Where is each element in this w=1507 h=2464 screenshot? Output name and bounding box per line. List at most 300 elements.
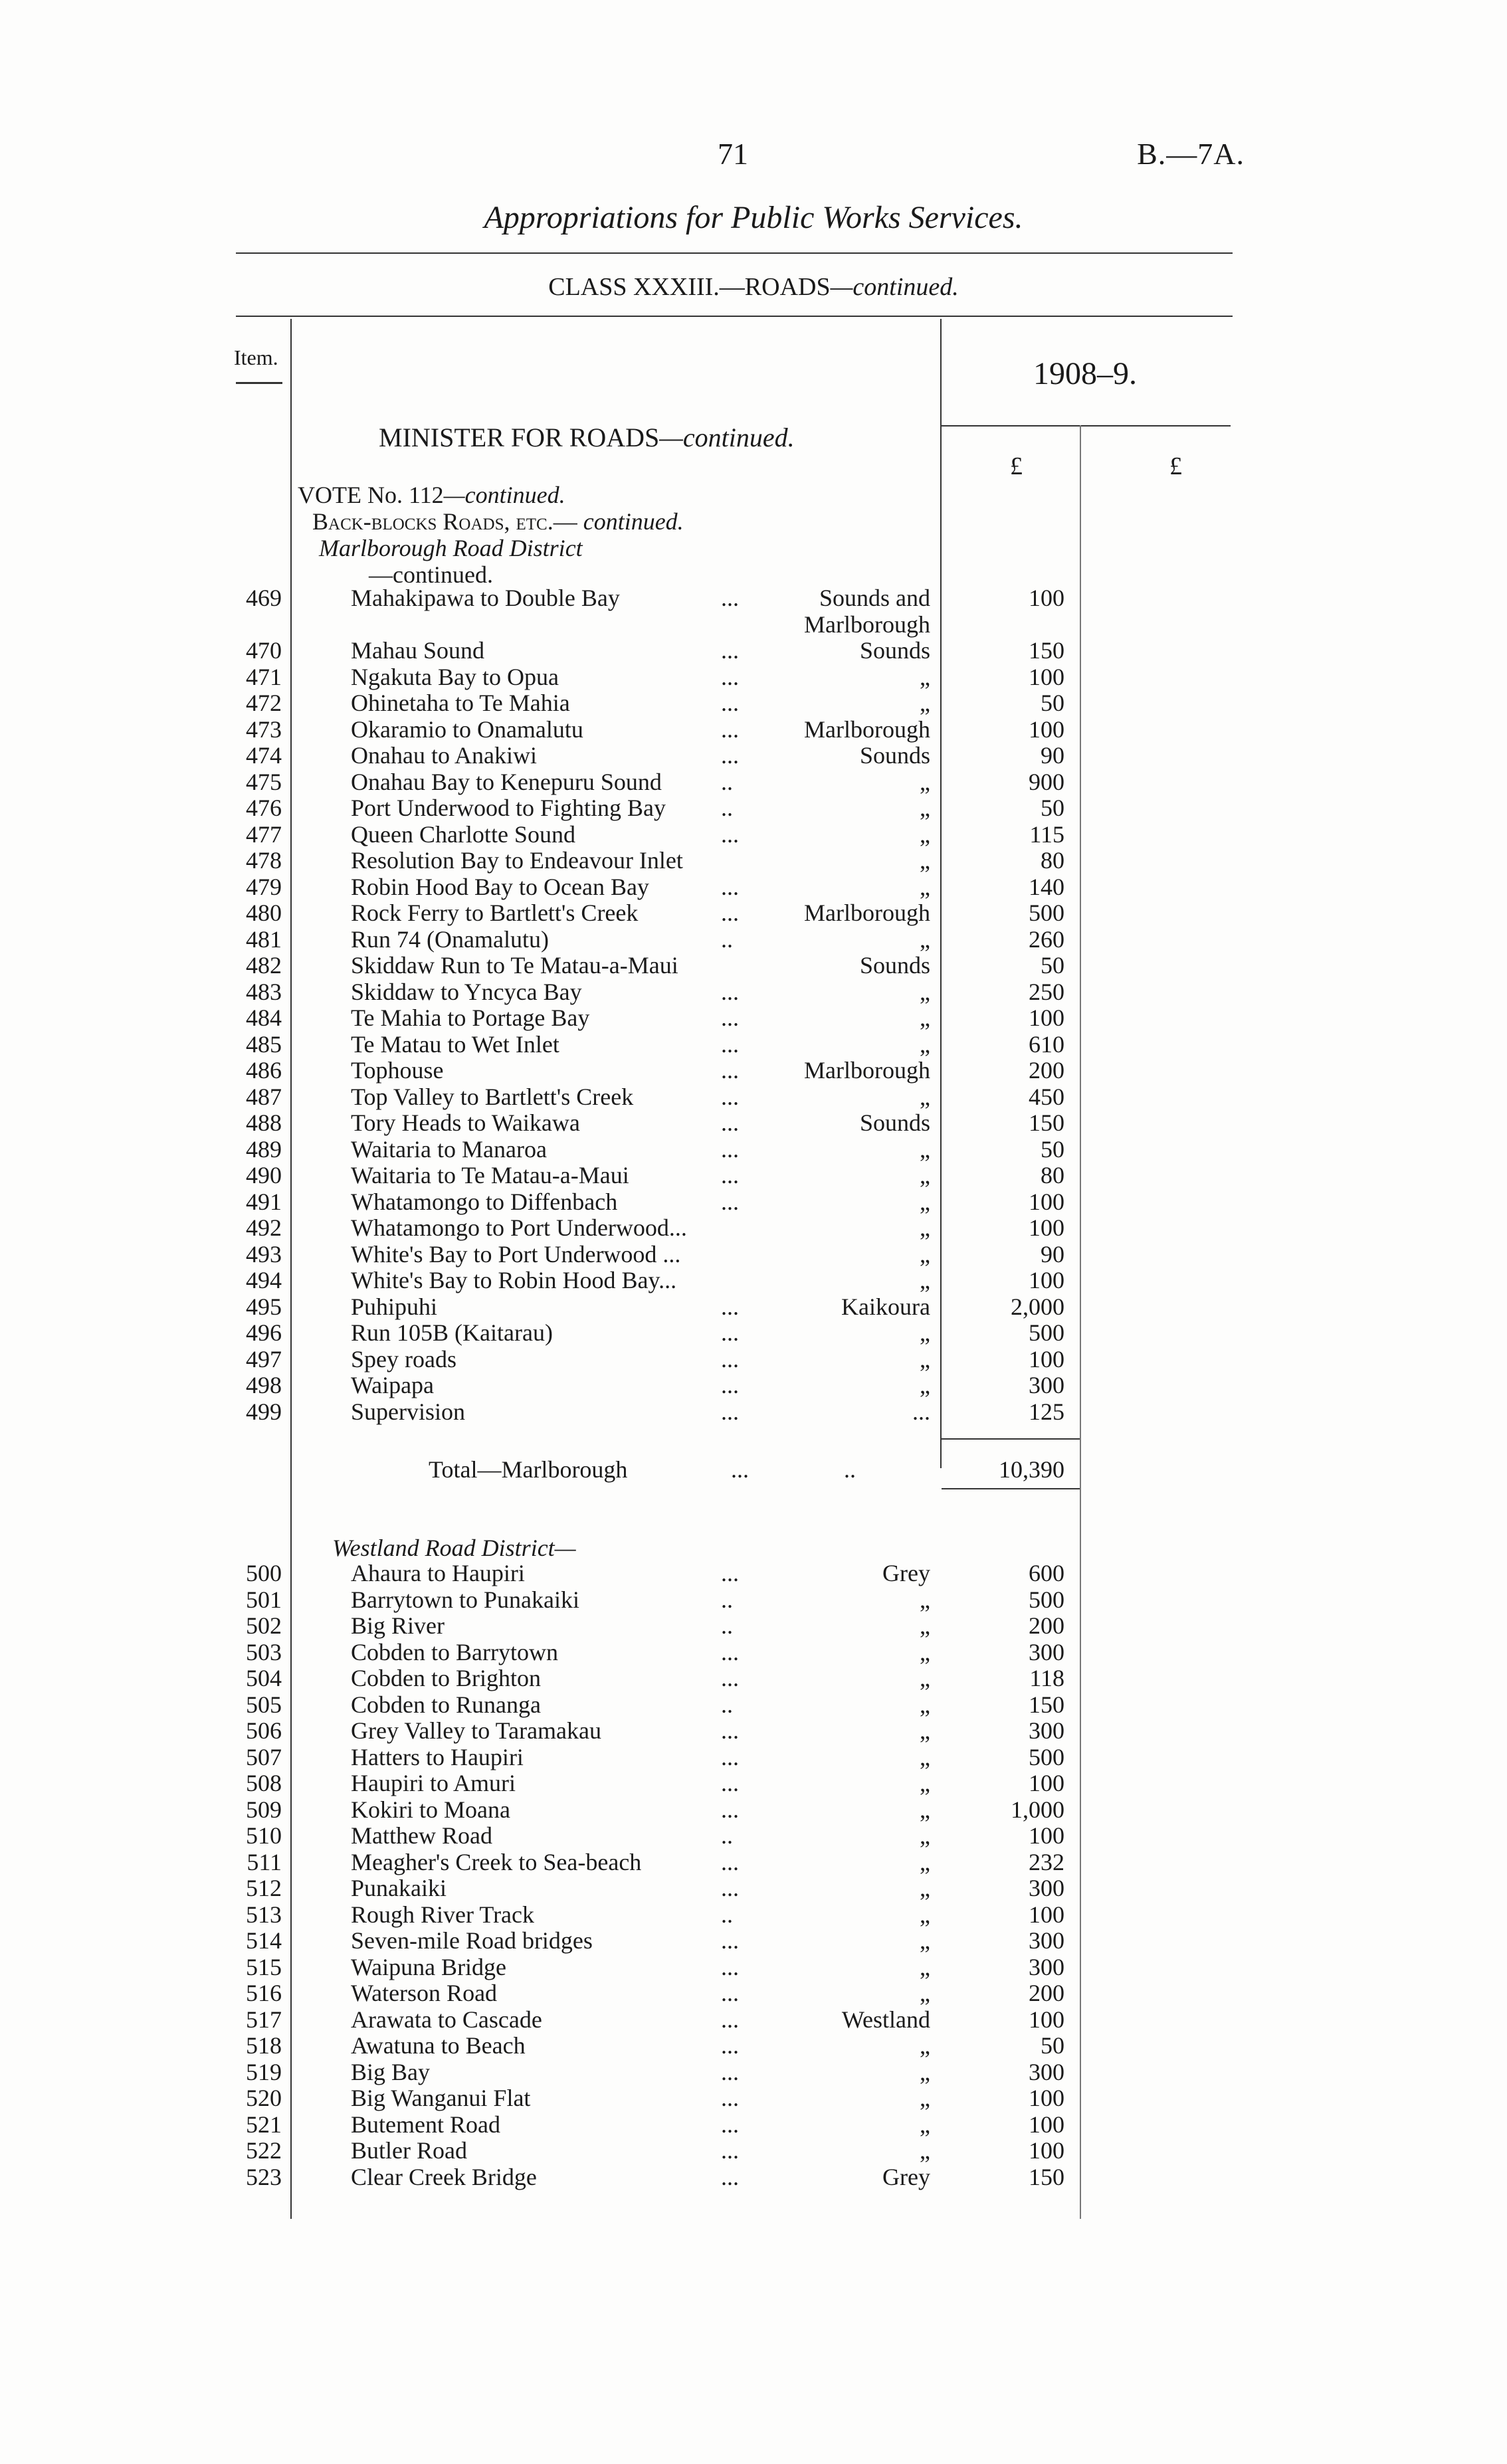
leader-dots: ... [721,2085,739,2111]
road-name: Barrytown to Punakaiki [351,1586,579,1613]
leader-dots: .. [721,1612,733,1639]
leader-dots: ... [721,1796,739,1823]
road-name: Robin Hood Bay to Ocean Bay [351,873,649,900]
amount: 200 [1029,1057,1064,1084]
item-number: 476 [246,795,282,821]
leader-dots: ... [721,1030,739,1058]
amount: 600 [1029,1560,1064,1586]
amount: 140 [1029,873,1064,900]
amount: 610 [1029,1030,1064,1058]
leader-dots: ... [721,1927,739,1954]
item-number: 503 [246,1638,282,1665]
leader-dots: ... [721,1162,739,1188]
county: „ [920,820,930,848]
amount: 450 [1029,1083,1064,1110]
item-number: 484 [246,1004,282,1031]
leader-dots: ... [721,1004,739,1031]
leader-dots: ... [721,1743,739,1770]
road-name: Ahaura to Haupiri [351,1560,525,1586]
road-name: Ohinetaha to Te Mahia [351,690,570,716]
county: „ [920,1135,930,1163]
item-number: 479 [246,873,282,900]
county: „ [920,1267,930,1293]
leader-dots: ... [721,2111,739,2138]
item-number: 499 [246,1398,282,1425]
road-name: Meagher's Creek to Sea-beach [351,1848,642,1875]
total-dots-2: .. [844,1456,856,1483]
county: „ [920,1372,930,1398]
amount: 500 [1029,1586,1064,1613]
road-name: Big Wanganui Flat [351,2085,531,2111]
amount: 1,000 [1011,1796,1064,1823]
county: „ [920,795,930,821]
road-name: Run 74 (Onamalutu) [351,925,549,953]
amount: 300 [1029,1638,1064,1665]
road-name: Run 105B (Kaitarau) [351,1319,553,1346]
item-number: 488 [246,1109,282,1136]
item-number: 473 [246,715,282,743]
item-number: 472 [246,690,282,716]
leader-dots: ... [721,1109,739,1136]
road-name: Queen Charlotte Sound [351,820,575,848]
road-name: Whatamongo to Port Underwood... [351,1214,687,1241]
item-number: 500 [246,1560,282,1586]
leader-dots: .. [721,1822,733,1849]
amount: 200 [1029,1980,1064,2006]
county: Kaikoura [841,1293,930,1320]
county: „ [920,1665,930,1691]
subhead-cont: continued. [583,508,684,535]
item-number: 475 [246,768,282,795]
page-title: Appropriations for Public Works Services. [484,200,1023,235]
road-name: Cobden to Barrytown [351,1638,558,1665]
amount: 232 [1029,1848,1064,1875]
item-number: 522 [246,2137,282,2164]
road-name: Cobden to Runanga [351,1691,541,1718]
item-number: 471 [246,663,282,690]
county: Sounds [859,1109,930,1136]
county: „ [920,1875,930,1901]
item-number: 507 [246,1743,282,1770]
leader-dots: .. [721,795,733,821]
item-number: 481 [246,925,282,953]
county: „ [920,873,930,900]
leader-dots: .. [721,925,733,953]
amount: 150 [1029,1691,1064,1718]
leader-dots: ... [721,715,739,743]
county: „ [920,1240,930,1268]
road-name: Ngakuta Bay to Opua [351,663,559,690]
road-name: Te Matau to Wet Inlet [351,1030,559,1058]
vote-label: VOTE No. 112 [298,482,444,508]
road-name: Puhipuhi [351,1293,438,1320]
item-number: 502 [246,1612,282,1639]
leader-dots: ... [721,1953,739,1980]
amount: 500 [1029,900,1064,926]
road-name: Spey roads [351,1345,456,1373]
subhead-label: Back-blocks Roads, etc.— [312,508,577,535]
amount: 100 [1029,1188,1064,1215]
county: „ [920,1586,930,1613]
amount: 50 [1041,952,1064,979]
county: „ [920,1612,930,1639]
amount: 300 [1029,2058,1064,2085]
item-number: 506 [246,1717,282,1744]
amount: 50 [1041,690,1064,716]
county: „ [920,1691,930,1718]
road-name: White's Bay to Port Underwood ... [351,1240,681,1268]
amount: 150 [1029,2163,1064,2190]
item-number: 516 [246,1980,282,2006]
county: „ [920,1319,930,1346]
total-box-top [942,1438,1080,1440]
road-name: Matthew Road [351,1822,492,1849]
item-number: 492 [246,1214,282,1241]
item-number: 486 [246,1057,282,1084]
amount: 300 [1029,1875,1064,1901]
item-number: 489 [246,1135,282,1163]
item-number: 474 [246,742,282,769]
leader-dots: ... [721,2137,739,2164]
amount: 100 [1029,585,1064,611]
county: „ [920,663,930,690]
leader-dots: ... [721,1135,739,1163]
leader-dots: ... [721,2163,739,2190]
amount: 300 [1029,1953,1064,1980]
county: „ [920,690,930,716]
item-number: 482 [246,952,282,979]
county: „ [920,1162,930,1188]
item-number: 495 [246,1293,282,1320]
road-name: Cobden to Brighton [351,1665,541,1691]
county: Marlborough [804,715,930,743]
county: „ [920,2058,930,2085]
item-number: 496 [246,1319,282,1346]
county: „ [920,1345,930,1373]
leader-dots: ... [721,1057,739,1084]
item-number: 523 [246,2163,282,2190]
county: Marlborough [804,900,930,926]
leader-dots: ... [721,1848,739,1875]
leader-dots: ... [721,1345,739,1373]
leader-dots: ... [721,1293,739,1320]
amount: 100 [1029,1004,1064,1031]
leader-dots: .. [721,1901,733,1928]
item-number: 520 [246,2085,282,2111]
amount: 90 [1041,742,1064,769]
road-name: Butement Road [351,2111,500,2138]
county: „ [920,1743,930,1770]
item-number: 483 [246,978,282,1005]
road-name: Rock Ferry to Bartlett's Creek [351,900,639,926]
item-number: 504 [246,1665,282,1691]
road-name: Waipapa [351,1372,435,1398]
leader-dots: ... [721,900,739,926]
road-name: Tophouse [351,1057,444,1084]
road-name: Tory Heads to Waikawa [351,1109,580,1136]
page-number: 71 [718,137,748,171]
amount: 900 [1029,768,1064,795]
amount: 100 [1029,1770,1064,1796]
amount: 500 [1029,1743,1064,1770]
road-name: Top Valley to Bartlett's Creek [351,1083,634,1110]
county: „ [920,2032,930,2059]
amount: 500 [1029,1319,1064,1346]
road-name: Big River [351,1612,445,1639]
county: „ [920,1953,930,1980]
amount: 300 [1029,1717,1064,1744]
district-column-rule [940,319,942,1468]
amount: 100 [1029,2085,1064,2111]
county: ... [912,1398,930,1425]
road-name: Rough River Track [351,1901,535,1928]
leader-dots: ... [721,1980,739,2006]
amount: 118 [1029,1665,1064,1691]
county: „ [920,1030,930,1058]
item-number: 518 [246,2032,282,2059]
leader-dots: ... [721,742,739,769]
total-amount: 10,390 [999,1456,1064,1483]
item-number: 519 [246,2058,282,2085]
road-name: White's Bay to Robin Hood Bay... [351,1267,677,1293]
county: „ [920,1004,930,1031]
road-name: Waterson Road [351,1980,498,2006]
road-name: Seven-mile Road bridges [351,1927,593,1954]
minister-cont: —continued. [659,423,795,452]
district1-cont: —continued. [369,561,493,588]
leader-dots: ... [721,585,739,611]
county: „ [920,1770,930,1796]
leader-dots: .. [721,768,733,795]
item-number: 490 [246,1162,282,1188]
county: „ [920,2137,930,2164]
county: „ [920,925,930,953]
total-label: Total—Marlborough [429,1456,628,1483]
amount: 2,000 [1011,1293,1064,1320]
road-name: Big Bay [351,2058,431,2085]
item-number: 514 [246,1927,282,1954]
leader-dots: ... [721,820,739,848]
title-rule [236,252,1233,254]
county: „ [920,1848,930,1875]
county: Grey [882,2163,930,2190]
leader-dots: ... [721,2006,739,2033]
item-number: 511 [247,1848,282,1875]
county: Grey [882,1560,930,1586]
road-name: Whatamongo to Diffenbach [351,1188,618,1215]
item-number: 508 [246,1770,282,1796]
amount: 50 [1041,2032,1064,2059]
amount: 100 [1029,1901,1064,1928]
item-number: 505 [246,1691,282,1718]
county: „ [920,1638,930,1665]
amount: 50 [1041,795,1064,821]
county: Sounds and [819,585,930,611]
item-number: 513 [246,1901,282,1928]
total-box-bottom [942,1488,1080,1489]
leader-dots: ... [721,1398,739,1425]
amount: 150 [1029,1109,1064,1136]
item-number: 470 [246,637,282,664]
item-number: 485 [246,1030,282,1058]
leader-dots: ... [721,1638,739,1665]
road-name: Hatters to Haupiri [351,1743,524,1770]
leader-dots: ... [721,1665,739,1691]
minister-label: MINISTER FOR ROADS [379,423,660,452]
amount: 100 [1029,2137,1064,2164]
item-number: 509 [246,1796,282,1823]
county: Westland [841,2006,930,2033]
item-number: 517 [246,2006,282,2033]
amount: 250 [1029,978,1064,1005]
item-header-underline [236,382,282,384]
amount: 125 [1029,1398,1064,1425]
county: Marlborough [804,1057,930,1084]
class-title [0,272,1507,302]
item-column-header: Item. [234,345,278,369]
road-name: Waitaria to Te Matau-a-Maui [351,1162,629,1188]
item-number: 510 [246,1822,282,1849]
road-name: Okaramio to Onamalutu [351,715,583,743]
road-name: Skiddaw Run to Te Matau-a-Maui [351,952,678,979]
county: Marlborough [804,611,930,638]
vote-cont: —continued. [443,482,565,508]
amount: 80 [1041,1162,1064,1188]
table-top-rule [236,316,1233,317]
item-number: 478 [246,847,282,874]
leader-dots: ... [721,690,739,716]
amount: 90 [1041,1240,1064,1268]
leader-dots: ... [721,978,739,1005]
leader-dots: ... [721,1717,739,1744]
amount: 50 [1041,1135,1064,1163]
item-number: 497 [246,1345,282,1373]
leader-dots: ... [721,637,739,664]
amount: 80 [1041,847,1064,874]
pound-header-1: £ [1010,452,1023,480]
amount: 115 [1029,820,1064,848]
road-name: Resolution Bay to Endeavour Inlet [351,847,683,874]
county: „ [920,1901,930,1928]
amount-column-rule [1080,425,1081,2219]
vote-heading [298,482,565,508]
item-number: 521 [246,2111,282,2138]
county: Sounds [859,637,930,664]
leader-dots: ... [721,1188,739,1215]
road-name: Skiddaw to Yncyca Bay [351,978,582,1005]
leader-dots: ... [721,663,739,690]
item-number: 494 [246,1267,282,1293]
item-number: 512 [246,1875,282,1901]
amount: 100 [1029,1822,1064,1849]
county: „ [920,1980,930,2006]
amount: 100 [1029,2111,1064,2138]
road-name: Onahau Bay to Kenepuru Sound [351,768,662,795]
amount: 100 [1029,1214,1064,1241]
road-name: Onahau to Anakiwi [351,742,537,769]
subhead [312,508,684,535]
road-name: Supervision [351,1398,466,1425]
item-number: 477 [246,820,282,848]
leader-dots: ... [721,1875,739,1901]
district2-title: Westland Road District— [332,1535,576,1561]
class-title-main: CLASS XXXIII.—ROADS [548,273,831,301]
document-reference: B.—7A. [1137,137,1245,171]
county: „ [920,2085,930,2111]
road-name: Mahakipawa to Double Bay [351,585,620,611]
item-number: 487 [246,1083,282,1110]
item-column-rule [290,319,292,2219]
road-name: Haupiri to Amuri [351,1770,516,1796]
amount: 200 [1029,1612,1064,1639]
amount: 100 [1029,1267,1064,1293]
amount: 100 [1029,663,1064,690]
road-name: Butler Road [351,2137,467,2164]
total-dots: ... [731,1456,749,1483]
pound-header-2: £ [1169,452,1182,480]
county: „ [920,1796,930,1823]
leader-dots: ... [721,1770,739,1796]
county: „ [920,1717,930,1744]
leader-dots: .. [721,1586,733,1613]
item-number: 501 [246,1586,282,1613]
road-name: Awatuna to Beach [351,2032,526,2059]
amount: 100 [1029,715,1064,743]
county: „ [920,768,930,795]
minister-heading [379,422,795,453]
road-name: Te Mahia to Portage Bay [351,1004,590,1031]
county: „ [920,1927,930,1954]
item-number: 515 [246,1953,282,1980]
road-name: Kokiri to Moana [351,1796,510,1823]
year-underline [942,425,1231,426]
leader-dots: ... [721,873,739,900]
county: „ [920,1214,930,1241]
leader-dots: ... [721,1372,739,1398]
item-number: 480 [246,900,282,926]
leader-dots: ... [721,1083,739,1110]
county: Sounds [859,742,930,769]
item-number: 469 [246,585,282,611]
item-number: 498 [246,1372,282,1398]
road-name: Punakaiki [351,1875,447,1901]
amount: 100 [1029,1345,1064,1373]
leader-dots: ... [721,1560,739,1586]
item-number: 493 [246,1240,282,1268]
road-name: Grey Valley to Taramakau [351,1717,602,1744]
county: „ [920,1822,930,1849]
road-name: Mahau Sound [351,637,484,664]
amount: 300 [1029,1927,1064,1954]
county: „ [920,1083,930,1110]
county: „ [920,1188,930,1215]
road-name: Clear Creek Bridge [351,2163,537,2190]
road-name: Arawata to Cascade [351,2006,542,2033]
leader-dots: .. [721,1691,733,1718]
road-name: Waitaria to Manaroa [351,1135,547,1163]
county: „ [920,978,930,1005]
leader-dots: ... [721,1319,739,1346]
year-header: 1908–9. [1033,356,1137,391]
amount: 150 [1029,637,1064,664]
road-name: Port Underwood to Fighting Bay [351,795,666,821]
amount: 100 [1029,2006,1064,2033]
leader-dots: ... [721,2058,739,2085]
county: „ [920,2111,930,2138]
class-title-cont: —continued. [830,273,959,301]
district1-title: Marlborough Road District [319,535,583,561]
road-name: Waipuna Bridge [351,1953,507,1980]
